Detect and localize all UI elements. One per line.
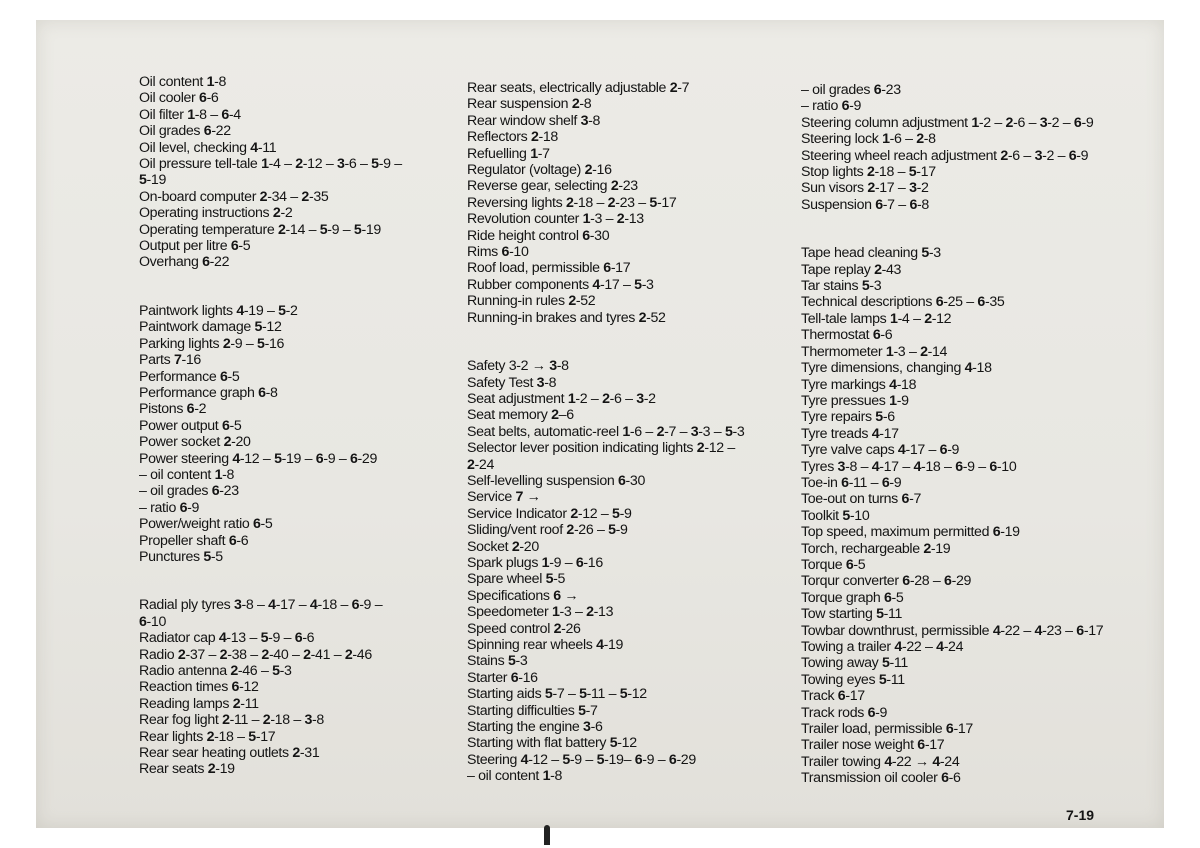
index-entry: Performance graph 6-8 [139, 384, 278, 401]
index-entry: Thermometer 1-3 – 2-14 [801, 343, 948, 360]
index-entry: Suspension 6-7 – 6-8 [801, 196, 929, 213]
index-entry: Radial ply tyres 3-8 – 4-17 – 4-18 – 6-9 – [139, 597, 383, 614]
index-entry: Steering 4-12 – 5-9 – 5-19– 6-9 – 6-29 [467, 751, 696, 768]
index-entry: Transmission oil cooler 6-6 [801, 770, 961, 787]
index-entry: Rear seats, electrically adjustable 2-7 [467, 80, 690, 96]
index-entry: – ratio 6-9 [139, 499, 200, 516]
index-entry: Stains 5-3 [467, 653, 528, 670]
index-entry: Safety Test 3-8 [467, 374, 557, 391]
index-entry: Tyre markings 4-18 [801, 376, 917, 393]
index-entry: Reflectors 2-18 [467, 129, 558, 146]
index-entry: Oil pressure tell-tale 1-4 – 2-12 – 3-6 – 5-9 – [139, 156, 402, 173]
index-entry: Paintwork lights 4-19 – 5-2 [139, 302, 298, 319]
index-entry: Rear window shelf 3-8 [467, 112, 601, 129]
index-entry: Track 6-17 [801, 688, 865, 705]
index-entry: Rear suspension 2-8 [467, 96, 592, 113]
index-entry: Oil grades 6-22 [139, 123, 231, 140]
index-entry: Speedometer 1-3 – 2-13 [467, 604, 614, 621]
section-gap [139, 271, 449, 303]
index-entry: Starting aids 5-7 – 5-11 – 5-12 [467, 686, 647, 703]
index-entry: Service 7 → [467, 489, 541, 506]
index-entry: Roof load, permissible 6-17 [467, 260, 631, 277]
index-entry: Regulator (voltage) 2-16 [467, 162, 612, 179]
index-entry: Oil level, checking 4-11 [139, 139, 277, 156]
index-entry: Revolution counter 1-3 – 2-13 [467, 211, 644, 228]
index-entry: Reversing lights 2-18 – 2-23 – 5-17 [467, 194, 677, 211]
index-entry: Radiator cap 4-13 – 5-9 – 6-6 [139, 630, 315, 647]
index-entry: Power output 6-5 [139, 417, 242, 434]
section-gap [801, 213, 1161, 245]
index-entry: Seat adjustment 1-2 – 2-6 – 3-2 [467, 390, 656, 407]
index-entry: Parts 7-16 [139, 352, 201, 369]
index-entry: Torch, rechargeable 2-19 [801, 540, 951, 557]
index-entry: Socket 2-20 [467, 538, 539, 555]
index-entry: Specifications 6 → [467, 587, 579, 604]
index-entry: Operating instructions 2-2 [139, 205, 293, 222]
index-entry: Power socket 2-20 [139, 434, 251, 451]
index-entry: Seat belts, automatic-reel 1-6 – 2-7 – 3-3 – 5-3 [467, 423, 745, 440]
index-entry: Trailer nose weight 6-17 [801, 737, 945, 754]
index-entry: Rear sear heating outlets 2-31 [139, 745, 320, 762]
index-entry: Output per litre 6-5 [139, 238, 251, 255]
index-entry: Speed control 2-26 [467, 620, 581, 637]
index-entry: – oil grades 6-23 [139, 483, 239, 500]
index-entry: Punctures 5-5 [139, 548, 223, 565]
index-entry: Seat memory 2–6 [467, 407, 574, 424]
index-entry: Oil filter 1-8 – 6-4 [139, 106, 241, 123]
index-page [36, 20, 1164, 828]
index-entry: Spinning rear wheels 4-19 [467, 637, 624, 653]
index-entry: Propeller shaft 6-6 [139, 532, 249, 549]
index-entry: Oil cooler 6-6 [139, 90, 219, 107]
index-entry: Tyre pressues 1-9 [801, 392, 909, 409]
index-entry: Rims 6-10 [467, 244, 529, 261]
index-entry: Running-in rules 2-52 [467, 293, 596, 310]
index-entry: Steering wheel reach adjustment 2-6 – 3-2 – 6-9 [801, 147, 1089, 164]
index-entry: – oil content 1-8 [467, 768, 563, 785]
index-entry: Toe-in 6-11 – 6-9 [801, 474, 902, 491]
index-entry: – oil grades 6-23 [801, 82, 901, 98]
index-entry: 2-24 [467, 456, 495, 473]
section-gap [139, 565, 449, 597]
index-entry: Towing away 5-11 [801, 655, 908, 672]
index-entry: Tyres 3-8 – 4-17 – 4-18 – 6-9 – 6-10 [801, 458, 1017, 475]
page-number: 7-19 [1066, 807, 1095, 823]
index-entry: Operating temperature 2-14 – 5-9 – 5-19 [139, 221, 381, 238]
index-entry: Tape replay 2-43 [801, 261, 902, 278]
index-entry: Reading lamps 2-11 [139, 695, 259, 712]
index-entry: Starting difficulties 5-7 [467, 702, 598, 719]
index-entry: Power steering 4-12 – 5-19 – 6-9 – 6-29 [139, 450, 377, 467]
index-entry: On-board computer 2-34 – 2-35 [139, 188, 329, 205]
index-entry: Oil content 1-8 [139, 74, 227, 90]
index-entry: Service Indicator 2-12 – 5-9 [467, 505, 632, 522]
index-entry: Performance 6-5 [139, 368, 240, 385]
index-entry: Self-levelling suspension 6-30 [467, 472, 646, 489]
index-entry: Power/weight ratio 6-5 [139, 516, 273, 533]
index-entry: Safety 3-2 → 3-8 [467, 358, 569, 375]
index-entry: Starting the engine 3-6 [467, 719, 603, 736]
index-entry: Trailer towing 4-22 → 4-24 [801, 753, 960, 770]
section-gap [467, 326, 787, 358]
index-entry: Technical descriptions 6-25 – 6-35 [801, 294, 1005, 311]
index-entry: Toe-out on turns 6-7 [801, 491, 921, 508]
index-entry: Tyre valve caps 4-17 – 6-9 [801, 442, 960, 459]
index-entry: Tell-tale lamps 1-4 – 2-12 [801, 310, 952, 327]
index-entry: Towbar downthrust, permissible 4-22 – 4-23 – 6-17 [801, 622, 1104, 639]
index-entry: Ride height control 6-30 [467, 227, 610, 244]
index-entry: Tyre repairs 5-6 [801, 409, 895, 426]
index-entry: Rear lights 2-18 – 5-17 [139, 728, 276, 745]
index-entry: Reverse gear, selecting 2-23 [467, 178, 638, 195]
index-entry: – ratio 6-9 [801, 98, 862, 115]
index-entry: Trailer load, permissible 6-17 [801, 721, 973, 738]
index-entry: Refuelling 1-7 [467, 145, 550, 162]
index-entry: 5-19 [139, 172, 167, 189]
index-column-3 [801, 82, 1161, 787]
index-entry: Tyre dimensions, changing 4-18 [801, 360, 992, 377]
index-entry: Parking lights 2-9 – 5-16 [139, 335, 285, 352]
index-column-2 [467, 80, 787, 785]
index-entry: Stop lights 2-18 – 5-17 [801, 164, 936, 181]
index-entry: 6-10 [139, 613, 167, 630]
index-entry: Top speed, maximum permitted 6-19 [801, 524, 1020, 541]
index-entry: Starter 6-16 [467, 669, 538, 686]
index-entry: Spark plugs 1-9 – 6-16 [467, 554, 603, 571]
index-entry: Sun visors 2-17 – 3-2 [801, 180, 929, 197]
index-entry: Tyre treads 4-17 [801, 425, 899, 442]
index-entry: Sliding/vent roof 2-26 – 5-9 [467, 522, 628, 539]
index-entry: Rear seats 2-19 [139, 761, 235, 778]
index-entry: Pistons 6-2 [139, 401, 207, 418]
index-entry: Torque 6-5 [801, 556, 866, 573]
index-entry: Radio antenna 2-46 – 5-3 [139, 663, 292, 679]
index-entry: Towing eyes 5-11 [801, 671, 905, 688]
index-entry: Reaction times 6-12 [139, 679, 259, 696]
index-entry: Selector lever position indicating lights 2-12 – [467, 440, 735, 457]
index-entry: Overhang 6-22 [139, 254, 230, 271]
index-entry: Tape head cleaning 5-3 [801, 245, 941, 262]
index-column-1 [139, 74, 449, 778]
index-entry: Spare wheel 5-5 [467, 571, 566, 588]
index-entry: Tow starting 5-11 [801, 606, 903, 623]
index-entry: Steering lock 1-6 – 2-8 [801, 131, 936, 148]
page-marker-tab [544, 825, 550, 845]
index-entry: Track rods 6-9 [801, 704, 888, 721]
index-entry: Rubber components 4-17 – 5-3 [467, 276, 654, 293]
index-entry: Paintwork damage 5-12 [139, 319, 282, 336]
index-entry: Starting with flat battery 5-12 [467, 735, 637, 752]
index-entry: Torqur converter 6-28 – 6-29 [801, 573, 972, 590]
index-entry: Running-in brakes and tyres 2-52 [467, 309, 666, 326]
index-entry: Steering column adjustment 1-2 – 2-6 – 3-2 – 6-9 [801, 114, 1094, 131]
index-entry: – oil content 1-8 [139, 466, 235, 483]
index-entry: Torque graph 6-5 [801, 589, 904, 606]
index-entry: Toolkit 5-10 [801, 507, 870, 524]
index-entry: Rear fog light 2-11 – 2-18 – 3-8 [139, 712, 324, 729]
index-entry: Thermostat 6-6 [801, 327, 893, 344]
index-entry: Towing a trailer 4-22 – 4-24 [801, 639, 964, 655]
index-entry: Radio 2-37 – 2-38 – 2-40 – 2-41 – 2-46 [139, 646, 372, 663]
index-entry: Tar stains 5-3 [801, 278, 882, 295]
